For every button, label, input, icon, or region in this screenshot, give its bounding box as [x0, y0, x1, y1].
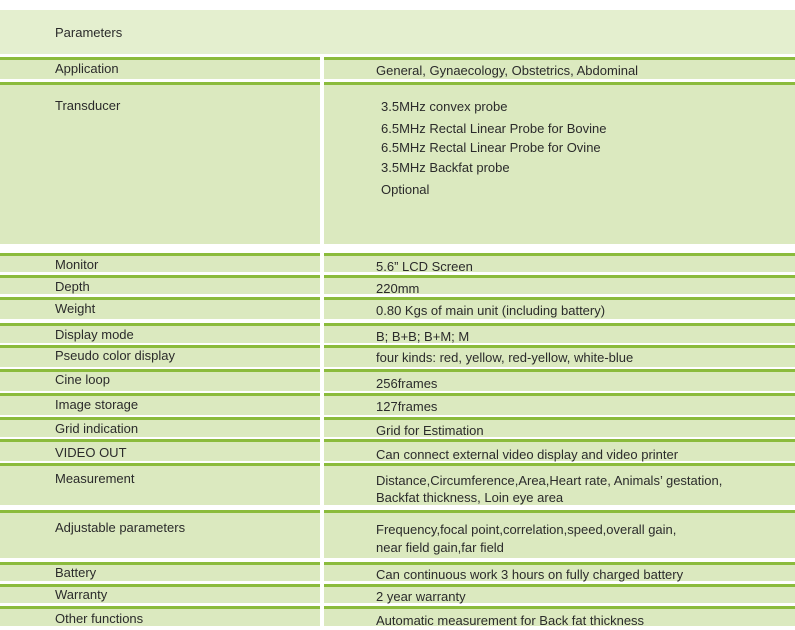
row-value: Automatic measurement for Back fat thickness — [376, 613, 645, 628]
row-label: Cine loop — [55, 372, 110, 387]
table-row — [0, 345, 795, 367]
row-accent-band — [0, 369, 320, 372]
row-accent-band — [324, 369, 795, 372]
row-accent-band — [0, 510, 320, 513]
row-accent-band — [324, 393, 795, 396]
transducer-option: Optional — [381, 182, 430, 197]
row-accent-band — [0, 253, 320, 256]
row-label: Display mode — [55, 327, 134, 342]
row-accent-band — [324, 253, 795, 256]
row-accent-band — [324, 463, 795, 466]
row-label-cell — [0, 439, 320, 461]
table-row — [0, 562, 795, 581]
row-label: Adjustable parameters — [55, 520, 186, 535]
row-value: B; B+B; B+M; M — [376, 329, 470, 344]
row-accent-band — [0, 323, 320, 326]
transducer-option: 3.5MHz convex probe — [381, 99, 508, 114]
row-value: 256frames — [376, 376, 438, 391]
table-row — [0, 584, 795, 603]
row-label-cell — [0, 82, 320, 244]
table-row — [0, 369, 795, 391]
row-accent-band — [0, 463, 320, 466]
row-accent-band — [0, 584, 320, 587]
row-accent-band — [0, 562, 320, 565]
row-accent-band — [0, 275, 320, 278]
table-row — [0, 393, 795, 415]
row-value: four kinds: red, yellow, red-yellow, white-blue — [376, 350, 634, 365]
row-accent-band — [324, 417, 795, 420]
row-label: Other functions — [55, 611, 144, 626]
row-accent-band — [324, 57, 795, 60]
row-label-cell — [0, 393, 320, 415]
row-label: Image storage — [55, 397, 139, 412]
row-value: 220mm — [376, 281, 420, 296]
row-label: Transducer — [55, 98, 121, 113]
row-label: Measurement — [55, 471, 135, 486]
row-value: 127frames — [376, 399, 438, 414]
row-value: Backfat thickness, Loin eye area — [376, 490, 564, 505]
row-label: Weight — [55, 301, 96, 316]
table-row — [0, 439, 795, 461]
row-value: Distance,Circumference,Area,Heart rate, Animals’ gestation, — [376, 473, 723, 488]
row-value: 5.6” LCD Screen — [376, 259, 473, 274]
row-value: near field gain,far field — [376, 540, 504, 555]
table-row — [0, 463, 795, 505]
row-accent-band — [324, 439, 795, 442]
table-row — [0, 606, 795, 626]
row-accent-band — [324, 275, 795, 278]
row-value: 0.80 Kgs of main unit (including battery) — [376, 303, 606, 318]
row-value: Can connect external video display and video printer — [376, 447, 679, 462]
row-accent-band — [0, 606, 320, 609]
table-row — [0, 417, 795, 437]
row-label: Pseudo color display — [55, 348, 175, 363]
row-accent-band — [324, 297, 795, 300]
row-value: Grid for Estimation — [376, 423, 484, 438]
table-title: Parameters — [55, 25, 123, 40]
row-value: Can continuous work 3 hours on fully charged battery — [376, 567, 684, 582]
table-row — [0, 323, 795, 343]
row-accent-band — [324, 82, 795, 85]
row-accent-band — [0, 417, 320, 420]
table-row — [0, 297, 795, 319]
row-label-cell — [0, 323, 320, 343]
row-label-cell — [0, 369, 320, 391]
row-accent-band — [0, 297, 320, 300]
table-header — [0, 10, 795, 54]
table-row — [0, 82, 795, 244]
transducer-option: 3.5MHz Backfat probe — [381, 160, 510, 175]
row-accent-band — [0, 57, 320, 60]
table-row — [0, 510, 795, 558]
row-label-cell — [0, 57, 320, 79]
row-value: 2 year warranty — [376, 589, 466, 604]
row-value: General, Gynaecology, Obstetrics, Abdominal — [376, 63, 639, 78]
row-accent-band — [324, 323, 795, 326]
row-value: Frequency,focal point,correlation,speed,overall gain, — [376, 522, 677, 537]
row-label: VIDEO OUT — [55, 445, 127, 460]
table-row — [0, 253, 795, 272]
row-accent-band — [324, 510, 795, 513]
row-accent-band — [0, 439, 320, 442]
row-label: Application — [55, 61, 119, 76]
row-label: Grid indication — [55, 421, 139, 436]
row-label: Depth — [55, 279, 90, 294]
row-label-cell — [0, 297, 320, 319]
row-label-cell — [0, 417, 320, 437]
row-label: Monitor — [55, 257, 99, 272]
row-accent-band — [0, 393, 320, 396]
table-row — [0, 57, 795, 79]
row-label-cell — [0, 463, 320, 505]
row-accent-band — [0, 82, 320, 85]
table-row — [0, 275, 795, 294]
transducer-option: 6.5MHz Rectal Linear Probe for Bovine — [381, 121, 607, 136]
transducer-option: 6.5MHz Rectal Linear Probe for Ovine — [381, 140, 601, 155]
row-accent-band — [324, 606, 795, 609]
row-label: Warranty — [55, 587, 108, 602]
row-label-cell — [0, 606, 320, 626]
row-label: Battery — [55, 565, 97, 580]
